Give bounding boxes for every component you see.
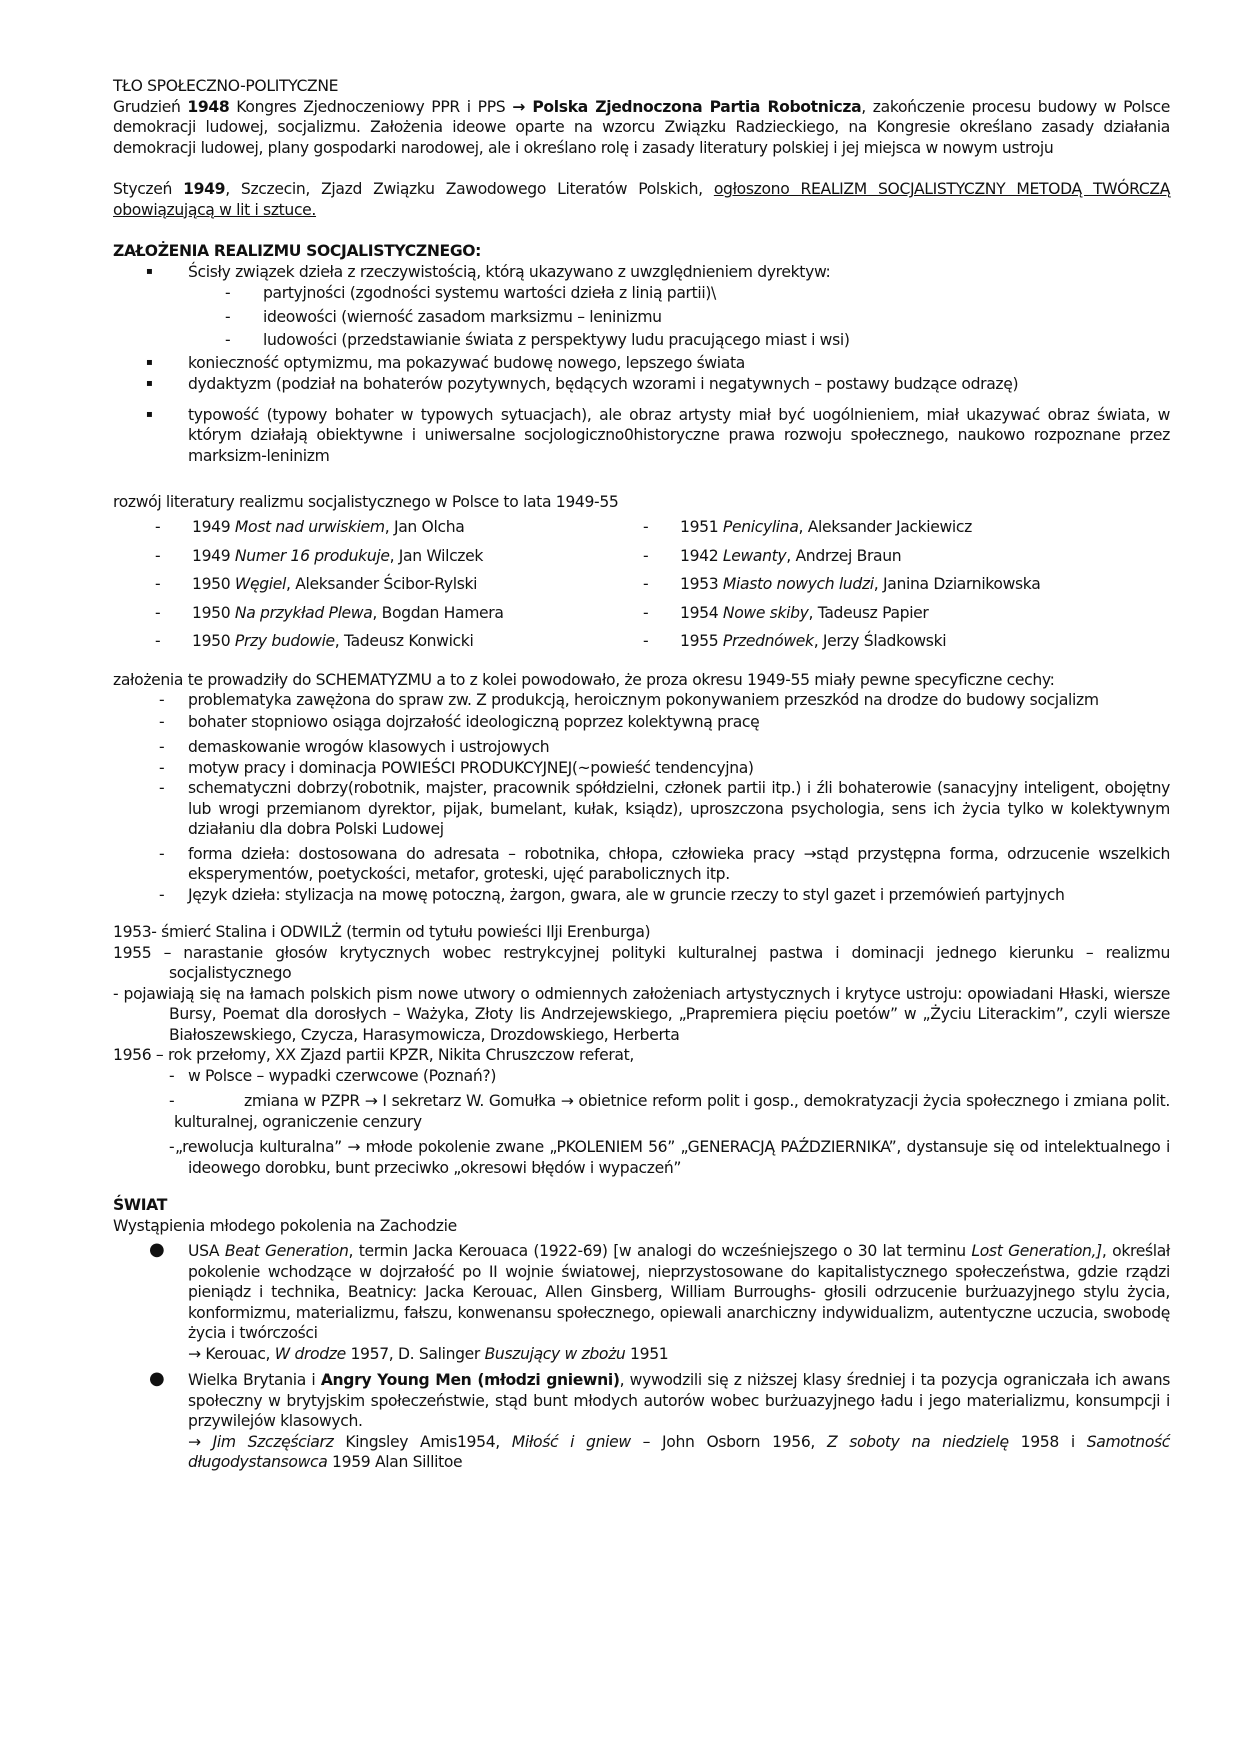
dash-bullet-icon: -: [155, 631, 161, 650]
paragraph-schematism-intro: założenia te prowadziły do SCHEMATYZMU a to z kolei powodowało, że proza okresu 1949-55 miały pewne specyficzne cechy:: [113, 670, 1055, 689]
dash-bullet-icon: -: [159, 844, 165, 863]
dash-bullet-icon: -: [159, 738, 165, 756]
dash-bullet-icon: -: [643, 603, 649, 622]
feature-item: - problematyka zawężona do spraw zw. Z produkcją, heroicznym pokonywaniem przeszkód na drodze do budowy socjalizm: [159, 691, 1099, 709]
paragraph-1955: 1955 – narastanie głosów krytycznych wobec restrykcyjnej polityki kulturalnej pastwa i dominacji jednego kierunku – realizmu socjalistycznego: [113, 943, 1170, 982]
dash-bullet-icon: -: [169, 1066, 175, 1085]
paragraph-1949-szczecin: Styczeń 1949, Szczecin, Zjazd Związku Zawodowego Literatów Polskich, ogłoszono REALIZM SOCJALISTYCZNY METODĄ TWÓRCZĄ obowiązującą w lit i sztuce.: [113, 180, 1171, 219]
paragraph-new-works: - pojawiają się na łamach polskich pism nowe utwory o odmiennych założeniach artystycznych i krytyce ustroju: opowiadani Hłaski, wiersze Bursy, Poemat dla dorosłych – Ważyka, Złoty lis Andrzejewskiego, „Prapremiera pięciu poetów” w „Życiu Literackim”, czyli wiersze Białoszewskiego, Czycza, Harasymowicza, Drozdowskiego, Herberta: [113, 984, 1170, 1044]
dash-bullet-icon: -: [159, 758, 165, 777]
sub-list-item: - partyjności (zgodności systemu wartości dzieła z linią partii)\: [225, 284, 716, 302]
dash-bullet-icon: -: [643, 546, 649, 565]
dash-bullet-icon: -: [159, 779, 165, 797]
dash-bullet-icon: -: [225, 307, 231, 326]
arrow-icon: →: [512, 97, 525, 116]
square-bullet-icon: ▪: [146, 378, 153, 389]
dash-bullet-icon: -: [155, 574, 161, 593]
dash-bullet-icon: -: [643, 574, 649, 593]
square-bullet-icon: ▪: [146, 408, 153, 420]
feature-item: - forma dzieła: dostosowana do adresata – robotnika, chłopa, człowieka pracy →stąd przystępna forma, odrzucenie wszelkich eksperymentów, poetyckości, metafor, groteski, ujęć parabolicznych itp.: [159, 844, 1170, 883]
paragraph-1953: 1953- śmierć Stalina i ODWILŻ (termin od tytułu powieści Ilji Erenburga): [113, 923, 651, 941]
round-bullet-icon: ●: [149, 1239, 165, 1260]
square-bullet-icon: ▪: [146, 265, 153, 277]
section-title-assumptions: ZAŁOŻENIA REALIZMU SOCJALISTYCZNEGO:: [113, 242, 482, 260]
paragraph-1956: 1956 – rok przełomy, XX Zjazd partii KPZR, Nikita Chruszczow referat,: [113, 1046, 634, 1064]
section-title-world: ŚWIAT: [113, 1196, 167, 1214]
sub-list-item: - zmiana w PZPR → I sekretarz W. Gomułka → obietnice reform polit i gosp., demokratyzacji życia społecznego i zmiana polit. kulturalnej, ograniczenie cenzury: [169, 1092, 1170, 1131]
dash-bullet-icon: -: [643, 631, 649, 650]
feature-item: - schematyczni dobrzy(robotnik, majster, pracownik spółdzielni, członek partii itp.) i źli bohaterowie (sanacyjny inteligent, obojętny lub wrogi przemianom dyrektor, pijak, bumelant, kułak, ksiądz), uproszczona psychologia, sens ich życia tylko w kolektywnym działaniu dla dobra Polski Ludowej: [159, 779, 1170, 838]
feature-item: - bohater stopniowo osiąga dojrzałość ideologiczną poprzez kolektywną pracę: [159, 712, 760, 731]
list-item: ▪ typowość (typowy bohater w typowych sytuacjach), ale obraz artysty miał być uogólnieniem, miał ukazywać obraz świata, w którym działają obiektywne i uniwersalne socjologiczno0historyczne prawa rozwoju społecznego, naukowo rozpoznane przez marksizm-leninizm: [146, 405, 1170, 465]
paragraph-1948-congress: Grudzień 1948 Kongres Zjednoczeniowy PPR i PPS → Polska Zjednoczona Partia Robotnicza, zakończenie procesu budowy w Polsce demokracji ludowej, socjalizmu. Założenia ideowe oparte na wzorcu Związku Radzieckiego, na Kongresie określano zasady działania demokracji ludowej, plany gospodarki narodowej, ale i określano rolę i zasady literatury polskiej i jej miejsca w nowym ustroju: [113, 97, 1170, 157]
dash-bullet-icon: -: [159, 885, 165, 904]
section-title-background: TŁO SPOŁECZNO-POLITYCZNE: [113, 77, 339, 95]
dash-bullet-icon: -: [225, 331, 231, 349]
list-item: ▪ konieczność optymizmu, ma pokazywać budowę nowego, lepszego świata: [146, 353, 745, 372]
dash-bullet-icon: -: [169, 1138, 175, 1156]
sub-list-item: - w Polsce – wypadki czerwcowe (Poznań?): [169, 1066, 497, 1085]
sub-list-item: - ludowości (przedstawianie świata z perspektywy ludu pracującego miast i wsi): [225, 331, 850, 349]
book-list: - 1949 Most nad urwiskiem, Jan Olcha - 1949 Numer 16 produkuje, Jan Wilczek - 1950 Węgiel, Aleksander Ścibor-Rylski - 1950 Na przykład Plewa, Bogdan Hamera - 1950 Przy budowie, Tadeusz Konwicki - 1951 Penicylina, Aleksander Jackiewicz - 1942 Lewanty, Andrzej Braun - 1953 Miasto nowych ludzi, Janina Dziarnikowska - 1954 Nowe skiby, Tadeusz Papier - 1955 Przednówek, Jerzy Śladkowski: [155, 517, 1041, 650]
dash-bullet-icon: -: [155, 517, 161, 536]
list-item: ▪ dydaktyzm (podział na bohaterów pozytywnych, będących wzorami i negatywnych – postawy budzące odrazę): [146, 375, 1019, 393]
dash-bullet-icon: -: [169, 1092, 175, 1110]
dash-bullet-icon: -: [225, 284, 231, 302]
list-item: ▪ Ścisły związek dzieła z rzeczywistością, którą ukazywano z uwzględnieniem dyrektyw:: [146, 262, 831, 281]
paragraph-world-subtitle: Wystąpienia młodego pokolenia na Zachodzie: [113, 1216, 457, 1235]
arrow-icon: →: [188, 1344, 206, 1363]
list-item-usa: ● USA Beat Generation, termin Jacka Kerouaca (1922-69) [w analogi do wcześniejszego o 30 lat terminu Lost Generation,], określał pokolenie wchodzące w dojrzałość po II wojnie światowej, nieprzystosowane do kapitalistycznego społeczeństwa, gdzie rządzi pieniądz i technika, Beatnicy: Jacka Kerouac, Allen Ginsberg, William Burroughs- głosili odrzucenie burżuazyjnego stylu życia, konformizmu, materializmu, fałszu, konwenansu społecznego, opiewali anarchiczny indywidualizm, autentyczne uczucia, swobodę życia i twórczości → Kerouac, W drodze 1957, D. Salinger Buszujący w zbożu 1951: [149, 1239, 1170, 1363]
paragraph-development-intro: rozwój literatury realizmu socjalistycznego w Polsce to lata 1949-55: [113, 493, 619, 511]
sub-list-item: - „rewolucja kulturalna” → młode pokolenie zwane „PKOLENIEM 56” „GENERACJĄ PAŹDZIERNIKA”, dystansuje się od intelektualnego i ideowego dorobku, bunt przeciwko „okresowi błędów i wypaczeń”: [169, 1138, 1170, 1177]
document-page: [113, 76, 1170, 1473]
dash-bullet-icon: -: [155, 603, 161, 622]
feature-item: - motyw pracy i dominacja POWIEŚCI PRODUKCYJNEJ(~powieść tendencyjna): [159, 758, 754, 777]
dash-bullet-icon: -: [159, 712, 165, 731]
dash-bullet-icon: -: [159, 691, 165, 709]
arrow-icon: →: [188, 1432, 213, 1451]
feature-item: - Język dzieła: stylizacja na mowę potoczną, żargon, gwara, ale w gruncie rzeczy to styl gazet i przemówień partyjnych: [159, 885, 1065, 904]
dash-bullet-icon: -: [155, 546, 161, 565]
round-bullet-icon: ●: [149, 1368, 165, 1389]
dash-bullet-icon: -: [643, 517, 649, 536]
feature-item: - demaskowanie wrogów klasowych i ustrojowych: [159, 738, 550, 756]
square-bullet-icon: ▪: [146, 356, 153, 368]
sub-list-item: - ideowości (wierność zasadom marksizmu – leninizmu: [225, 307, 662, 326]
list-item-uk: ● Wielka Brytania i Angry Young Men (młodzi gniewni), wywodzili się z niższej klasy średniej i ta pozycja ograniczała ich awans społeczny w brytyjskim społeczeństwie, stąd bunt młodych autorów wobec burżuazyjnego ładu i jego materializmu, konsumpcji i przywilejów klasowych. → Jim Szczęściarz Kingsley Amis1954, Miłość i gniew – John Osborn 1956, Z soboty na niedzielę 1958 i Samotność długodystansowca 1959 Alan Sillitoe: [149, 1368, 1171, 1471]
